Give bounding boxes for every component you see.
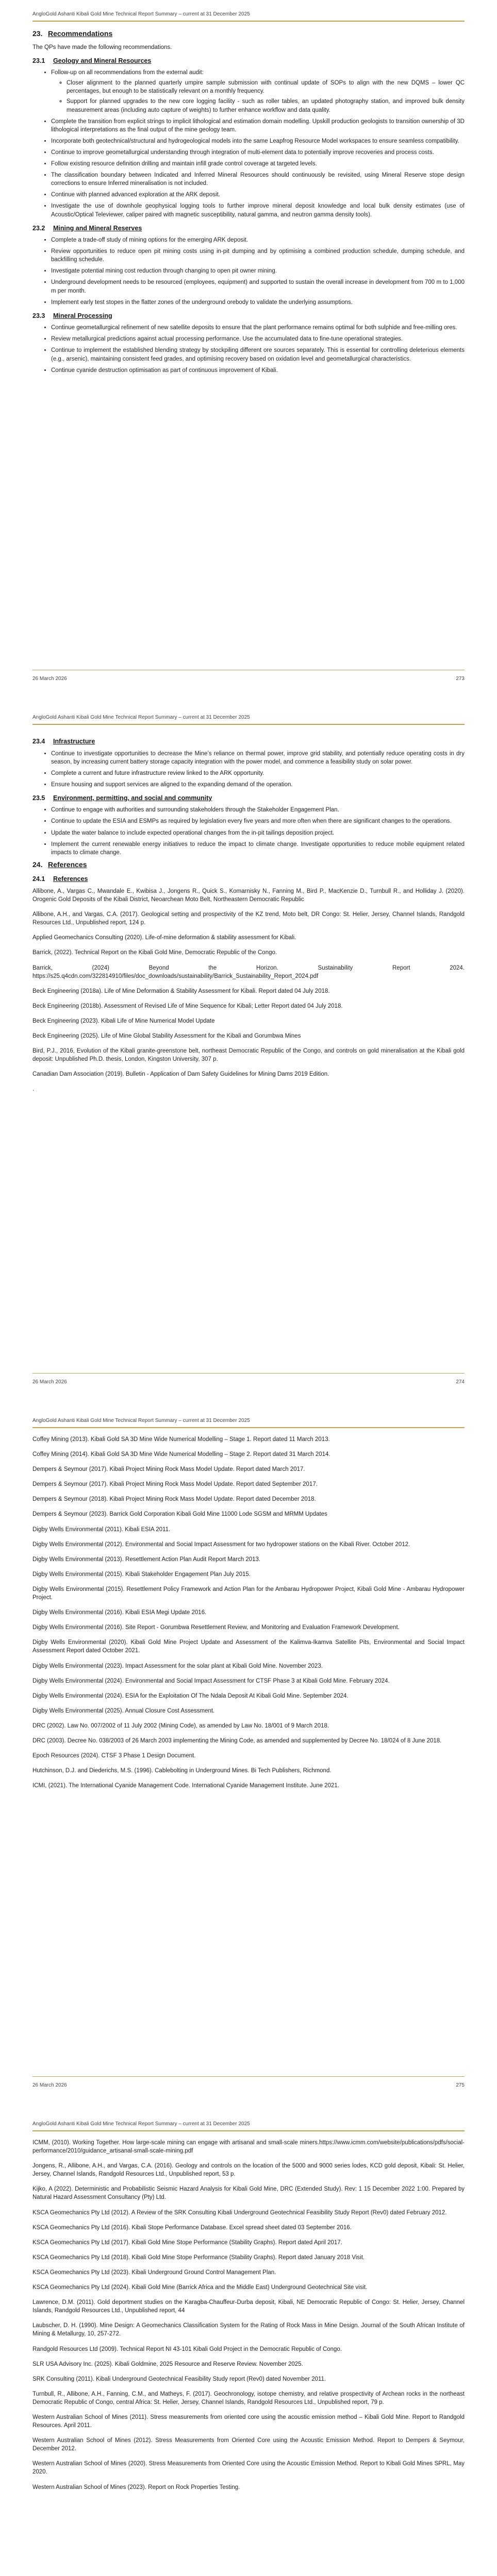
reference-entry: DRC (2002). Law No. 007/2002 of 11 July 2002 (Mining Code), as amended by Law No. 18/001 of 9 March 2018. (32, 1722, 329, 1729)
reference-entry: Western Australian School of Mines (2011). Stress measurements from oriented core using the acoustic emission method – Kibali Gold Mine. Report to Randgold Resources. April 2011. (32, 2414, 465, 2429)
bullet-item (51, 840, 465, 857)
bullet-text: Follow existing resource definition drilling and maintain infill grade control coverage at targeted levels. (51, 161, 317, 167)
reference-entry: Western Australian School of Mines (2012). Stress Measurements from Oriented Core using the Acoustic Emission Method. Report to Dempers & Seymour, December 2012. (32, 2437, 465, 2452)
reference-entry: Dempers & Seymour (2023). Barrick Gold Corporation Kibali Gold Mine 11000 Lode SGSM and MRMM Updates (32, 1511, 327, 1518)
page-footer (32, 676, 465, 682)
reference-entry: Applied Geomechanics Consulting (2020). Life-of-mine deformation & stability assessment for Kibali. (32, 935, 296, 941)
bullet-text: Continue with planned advanced exploration at the ARK deposit. (51, 192, 220, 198)
bullet-text: Complete a current and future infrastructure review linked to the ARK opportunity. (51, 770, 264, 776)
footer-rule (32, 2076, 465, 2077)
reference-entry: Epoch Resources (2024). CTSF 3 Phase 1 Design Document. (32, 1753, 196, 1759)
bullet-item (51, 366, 465, 375)
reference-entry: Digby Wells Environmental (2016). Kibali ESIA Megi Update 2016. (32, 1609, 207, 1616)
heading-title: References (48, 860, 87, 869)
reference-entry: SRK Consulting (2011). Kibali Underground Geotechnical Feasibility Study report (Rev0) dated November 2011. (32, 2376, 326, 2382)
footer-rule (32, 1373, 465, 1374)
bullet-item (51, 171, 465, 188)
bullet-item (51, 117, 465, 134)
bullet-item (51, 247, 465, 264)
reference-entry: Lawrence, D.M. (2011). Gold deportment studies on the Karagba-Chauffeur-Durba deposit, Kibali, NE Democratic Republic of Congo: St. Helier, Jersey, Channel Islands, Randgold Resources Ltd., Unpublished report, 44 (32, 2299, 465, 2314)
bullet-text: Underground development needs to be resourced (employees, equipment) and supported to sustain the overall increase in development from 700 m to 1,000 m per month. (51, 279, 465, 294)
page-footer (32, 1379, 465, 1385)
reference-entry: . (32, 1086, 35, 1093)
page-header: AngloGold Ashanti Kibali Gold Mine Technical Report Summary – current at 31 December 2025 (32, 11, 250, 17)
bullet-text: Implement early test stopes in the flatter zones of the underground orebody to validate the underlying assumptions. (51, 299, 353, 306)
reference-entry: KSCA Geomechanics Pty Ltd (2023). Kibali Underground Ground Control Management Plan. (32, 2269, 276, 2276)
bullet-text: Complete the transition from explicit strings to implicit lithological and estimation domain modelling. Upskill production geologists to transition ownership of 3D lithological interpretations as the final output of the mine geology team. (51, 118, 465, 133)
reference-entry: Digby Wells Environmental (2012). Environmental and Social Impact Assessment for two hydropower stations on the Kibali River. October 2012. (32, 1541, 410, 1548)
bullet-text: Complete a trade-off study of mining options for the emerging ARK deposit. (51, 237, 248, 244)
heading-number: 23.4 (32, 738, 45, 745)
bullet-item (51, 278, 465, 295)
bullet-item (51, 160, 465, 168)
reference-entry: ICMI, (2021). The International Cyanide Management Code. International Cyanide Management Institute. June 2021. (32, 1783, 339, 1789)
footer-date: 26 March 2026 (32, 1379, 67, 1385)
page-footer (32, 2082, 465, 2088)
bullet-text: Incorporate both geotechnical/structural and hydrogeological models into the same Leapfrog Resource Model workspaces to ensure seamless compatibility. (51, 138, 459, 144)
page-header: AngloGold Ashanti Kibali Gold Mine Technical Report Summary – current at 31 December 2025 (32, 1418, 250, 1423)
heading-number: 23.1 (32, 57, 45, 64)
page-body (32, 1435, 465, 1797)
bullet-text: Ensure housing and support services are aligned to the expanding demand of the operation. (51, 781, 293, 788)
bullet-list (32, 750, 465, 789)
footer-date: 26 March 2026 (32, 2082, 67, 2088)
bullet-text: Continue to engage with authorities and surrounding stakeholders through the Stakeholder Engagement Plan. (51, 807, 339, 814)
bullet-list (32, 324, 465, 374)
bullet-text: The classification boundary between Indicated and Inferred Mineral Resources should continuously be revisited, using Mineral Reserve stope design corrections to ensure Inferred mineralisation is not included. (51, 172, 465, 187)
reference-entry: Western Australian School of Mines (2023). Report on Rock Properties Testing. (32, 2484, 240, 2490)
bullet-item (51, 236, 465, 244)
subsection-heading (32, 224, 465, 233)
header-rule (32, 2130, 465, 2131)
reference-entry: Beck Engineering (2025). Life of Mine Global Stability Assessment for the Kibali and Gorumbwa Mines (32, 1032, 301, 1039)
heading-title: References (53, 875, 88, 883)
page-276 (0, 2110, 497, 2576)
reference-entry: Barrick, (2024) Beyond the Horizon. Sustainability Report 2024. https://s25.q4cdn.com/322814910/files/doc_downloads/sustainability/Barrick_Sustainability_Report_2024.pdf (32, 964, 465, 979)
bullet-item (51, 829, 465, 837)
subsection-heading (32, 737, 465, 747)
page-header: AngloGold Ashanti Kibali Gold Mine Technical Report Summary – current at 31 December 2025 (32, 2121, 250, 2127)
reference-entry: Western Australian School of Mines (2020). Stress Measurements from Oriented Core using the Acoustic Emission Method. Report to Kibali Gold Mines SPRL, May 2020. (32, 2461, 465, 2476)
reference-entry: Hutchinson, D.J. and Diederichs, M.S. (1996). Cablebolting in Underground Mines. Bi Tech Publishers, Richmond. (32, 1768, 332, 1774)
reference-entry: Barrick, (2022). Technical Report on the Kibali Gold Mine, Democratic Republic of the Congo. (32, 950, 277, 956)
reference-entry: KSCA Geomechanics Pty Ltd (2024). Kibali Gold Mine (Barrick Africa and the Middle East) Underground Geotechnical Site visit. (32, 2284, 368, 2291)
bullet-item (51, 335, 465, 343)
sub-bullet-list (51, 79, 465, 114)
reference-entry: ICMM, (2010). Working Together. How large-scale mining can engage with artisanal and small-scale miners.https://www.icmm.com/website/publications/pdfs/social-performance/2010/guidance_artisanal-small-scale-mining.pdf (32, 2140, 465, 2155)
page-number: 274 (456, 1379, 465, 1385)
reference-entry: Allibone, A.H., and Vargas, C.A. (2017). Geological setting and prospectivity of the KZ trend, Moto belt, DR Congo: St. Helier, Jersey, Channel Islands, Randgold Resources Ltd., Unpublished report, 124 p. (32, 911, 465, 926)
reference-entry: Digby Wells Environmental (2024). ESIA for the Exploitation Of The Ndala Deposit At Kibali Gold Mine. September 2024. (32, 1692, 349, 1699)
heading-number: 23.3 (32, 312, 45, 319)
bullet-list (32, 806, 465, 856)
bullet-item (51, 806, 465, 814)
bullet-item (51, 298, 465, 307)
bullet-text: Review metallurgical predictions against actual processing performance. Use the accumulated data to fine-tune operational strategies. (51, 336, 403, 343)
footer-date: 26 March 2026 (32, 676, 67, 682)
reference-entry: Bird, P.J., 2016, Evolution of the Kibali granite-greenstone belt, northeast Democratic Republic of the Congo, and controls on gold mineralisation at the Kibali gold deposit: Unpublished Ph.D. thesis, London, Kingston University, 307 p. (32, 1048, 465, 1063)
reference-entry: Digby Wells Environmental (2024). Environmental and Social Impact Assessment for CTSF Phase 3 at Kibali Gold Mine. February 2024. (32, 1677, 390, 1684)
bullet-text: Continue geometallurgical refinement of new satellite deposits to ensure that the plant performance remains optimal for both sulphide and free-milling ores. (51, 325, 457, 331)
bullet-item (51, 324, 465, 332)
reference-entry: Dempers & Seymour (2017). Kibali Project Mining Rock Mass Model Update. Report dated September 2017. (32, 1481, 318, 1488)
reference-entry: Beck Engineering (2018b). Assessment of Revised Life of Mine Sequence for Kibali; Letter Report dated 04 July 2018. (32, 1003, 343, 1009)
bullet-item (51, 750, 465, 766)
heading-title: Mineral Processing (53, 312, 112, 319)
reference-entry: Digby Wells Environmental (2020). Kibali Gold Mine Project Update and Assessment of the Kalimva-Ikamva Satellite Pits, Environmental and Social Impact Assessment Report dated October 2021. (32, 1639, 465, 1654)
subsection-heading (32, 875, 465, 884)
header-rule (32, 21, 465, 22)
reference-entry: Coffey Mining (2013). Kibali Gold SA 3D Mine Wide Numerical Modelling – Stage 1. Report dated 11 March 2013. (32, 1436, 330, 1443)
heading-title: Mining and Mineral Reserves (53, 224, 142, 232)
reference-entry: KSCA Geomechanics Pty Ltd (2018). Kibali Gold Mine Stope Performance (Stability Graphs). Report dated January 2018 Visit. (32, 2254, 365, 2261)
bullet-item (51, 202, 465, 218)
page-body (32, 732, 465, 1100)
heading-number: 23. (32, 29, 43, 38)
sub-bullet-item: ◦ Closer alignment to the planned quarterly umpire sample submission with continual update of SOPs to align with the new DQMS – lower QC percentages, but enough to be statistically relevant on a monthly frequency. (67, 79, 465, 95)
page-275 (0, 1406, 497, 2109)
bullet-text: Implement the current renewable energy initiatives to reduce the impact to climate change. Investigate opportunities to reduce mobile equipment related impacts to climate change. (51, 841, 465, 856)
bullet-item (51, 137, 465, 145)
subsection-heading (32, 312, 465, 321)
page-number: 273 (456, 676, 465, 682)
bullet-text: Continue to investigate opportunities to decrease the Mine’s reliance on thermal power, improve grid stability, and potentially reduce operating costs in dry season, by increasing current battery storage capacity integration with the power model, and commence a feasibility study on solar power. (51, 750, 465, 765)
paragraph: The QPs have made the following recommendations. (32, 44, 172, 50)
heading-number: 23.2 (32, 224, 45, 232)
heading-number: 24.1 (32, 875, 45, 883)
reference-entry: Digby Wells Environmental (2015). Kibali Stakeholder Engagement Plan July 2015. (32, 1571, 251, 1578)
bullet-text: Continue to update the ESIA and ESMPs as required by legislation every five years and more often when there are significant changes to the operations. (51, 818, 452, 825)
reference-entry: Digby Wells Environmental (2016). Site Report - Gorumbwa Resettlement Review, and Monitoring and Evaluation Framework Development. (32, 1624, 400, 1631)
bullet-item (51, 69, 465, 114)
bullet-item (51, 769, 465, 777)
bullet-item (51, 346, 465, 363)
reference-entry: Digby Wells Environmental (2025). Annual Closure Cost Assessment. (32, 1707, 215, 1714)
reference-entry: Laubscher, D. H. (1990). Mine Design: A Geomechanics Classification System for the Rating of Rock Mass in Mine Design. Journal of the South African Institute of Mining & Metallurgy, 10, 257-272. (32, 2323, 465, 2337)
page-body (32, 2139, 465, 2498)
header-rule (32, 724, 465, 725)
reference-entry: Coffey Mining (2014). Kibali Gold SA 3D Mine Wide Numerical Modelling – Stage 2. Report dated 31 March 2014. (32, 1451, 330, 1458)
bullet-text: Investigate potential mining cost reduction through changing to open pit owner mining. (51, 268, 277, 275)
heading-title: Geology and Mineral Resources (53, 57, 152, 64)
reference-entry: Dempers & Seymour (2017). Kibali Project Mining Rock Mass Model Update. Report dated March 2017. (32, 1466, 305, 1473)
reference-entry: Turnbull, R., Allibone, A.H., Fanning, C.M., and Matheys, F. (2017). Geochronology, isotope chemistry, and relative prospectivity of Archean rocks in the northeast Democratic Republic of Congo, central Africa: St. Helier, Jersey, Channel Islands, Randgold Resources Ltd., Unpublished report, 79 p. (32, 2391, 465, 2405)
header-rule (32, 1427, 465, 1428)
section-heading (32, 860, 465, 870)
heading-number: 24. (32, 860, 43, 869)
subsection-heading (32, 57, 465, 66)
reference-entry: Digby Wells Environmental (2011). Kibali ESIA 2011. (32, 1526, 171, 1533)
page-header: AngloGold Ashanti Kibali Gold Mine Technical Report Summary – current at 31 December 2025 (32, 715, 250, 720)
bullet-list (32, 236, 465, 307)
reference-entry: Jongens, R., Allibone, A.H., and Vargas, C.A. (2016). Geology and controls on the location of the 5000 and 9000 series lodes, KCD gold deposit, Kibali: St. Helier, Jersey, Channel Islands, Randgold Resources Ltd., Unpublished report, 53 p. (32, 2163, 465, 2178)
reference-entry: Randgold Resources Ltd (2009). Technical Report NI 43-101 Kibali Gold Project in the Democratic Republic of Congo. (32, 2346, 342, 2352)
reference-entry: KSCA Geomechanics Pty Ltd (2017). Kibali Gold Mine Stope Performance (Stability Graphs). Report dated April 2017. (32, 2239, 342, 2246)
bullet-item (51, 191, 465, 199)
bullet-text: Review opportunities to reduce open pit mining costs using in-pit dumping and by optimising a combined production schedule, dumping schedule, and backfilling schedule. (51, 248, 465, 263)
bullet-list (32, 69, 465, 218)
bullet-item (51, 267, 465, 275)
reference-entry: Beck Engineering (2023). Kibali Life of Mine Numerical Model Update (32, 1018, 215, 1024)
bullet-text: Continue to implement the established blending strategy by stockpiling different ore sources separately. This is essential for controlling deleterious elements (e.g., arsenic), maintaining consistent feed grades, and optimising recovery based on oxidation level and geometallurgical characteristics. (51, 347, 465, 362)
subsection-heading (32, 794, 465, 803)
reference-entry: Kijko, A (2022). Deterministic and Probabilistic Seismic Hazard Analysis for Kibali Gold Mine, DRC (Extended Study). Rev: 1 15 December 2022 1:00. Prepared by Natural Hazard Assessment Consultancy (Pty) Ltd. (32, 2186, 465, 2201)
heading-title: Infrastructure (53, 738, 95, 745)
reference-entry: KSCA Geomechanics Pty Ltd (2012). A Review of the SRK Consulting Kibali Underground Geotechnical Feasibility Study Report (Rev0) dated February 2012. (32, 2209, 447, 2216)
bullet-text: Follow-up on all recommendations from the external audit: (51, 70, 204, 76)
reference-entry: Digby Wells Environmental (2013). Resettlement Action Plan Audit Report March 2013. (32, 1556, 261, 1563)
heading-number: 23.5 (32, 794, 45, 802)
reference-entry: Digby Wells Environmental (2023). Impact Assessment for the solar plant at Kibali Gold Mine. November 2023. (32, 1663, 323, 1669)
bullet-text: Continue to improve geometallurgical understanding through integration of multi-element data to potentially improve recoveries and process costs. (51, 149, 434, 156)
bullet-item (51, 781, 465, 789)
reference-entry: DRC (2003). Decree No. 038/2003 of 26 March 2003 implementing the Mining Code, as amended and supplemented by Decree No. 18/024 of 8 June 2018. (32, 1737, 442, 1744)
bullet-text: Investigate the use of downhole geophysical logging tools to further improve mineral deposit knowledge and local bulk density estimates (use of Acoustic/Optical Televiewer, caliper paired with magnetic susceptibility, natural gamma, and neutron gamma density tools). (51, 203, 465, 218)
page-body (32, 29, 465, 378)
bullet-item (51, 817, 465, 825)
reference-entry: KSCA Geomechanics Pty Ltd (2016). Kibali Stope Performance Database. Excel spread sheet dated 03 September 2016. (32, 2224, 352, 2231)
section-heading (32, 29, 465, 39)
bullet-item (51, 148, 465, 157)
page-number: 275 (456, 2082, 465, 2088)
heading-title: Environment, permitting, and social and community (53, 794, 212, 802)
reference-entry: Dempers & Seymour (2018). Kibali Project Mining Rock Mass Model Update. Report dated December 2018. (32, 1496, 316, 1503)
reference-entry: SLR USA Advisory Inc. (2025). Kibali Goldmine, 2025 Resource and Reserve Review. November 2025. (32, 2361, 303, 2367)
sub-bullet-item: ◦ Support for planned upgrades to the new core logging facility - such as roller tables, an updated photography station, and improved bulk density measurement areas (including auto capture of weights) to further enhance workflow and data quality. (67, 97, 465, 114)
reference-entry: Digby Wells Environmental (2015). Resettlement Policy Framework and Action Plan for the Ambarau Hydropower Project, Kibali Gold Mine - Ambarau Hydropower Project. (32, 1586, 465, 1601)
reference-entry: Beck Engineering (2018a). Life of Mine Deformation & Stability Assessment for Kibali. Report dated 04 July 2018. (32, 988, 330, 994)
bullet-text: Update the water balance to include expected operational changes from the in-pit tailings deposition project. (51, 829, 335, 836)
page-274 (0, 703, 497, 1406)
heading-title: Recommendations (48, 29, 113, 38)
reference-entry: Allibone, A., Vargas C., Mwandale E., Kwibisa J., Jongens R., Quick S., Komarnisky N., Fanning M., Bird P., MacKenzie D., Turnbull R., and Holliday J. (2020). Orogenic Gold Deposits of the Kibali District, Neoarchean Moto Belt, Northeastern Democratic Republic (32, 888, 465, 903)
reference-entry: Canadian Dam Association (2019). Bulletin - Application of Dam Safety Guidelines for Mining Dams 2019 Edition. (32, 1071, 329, 1078)
bullet-text: Continue cyanide destruction optimisation as part of continuous improvement of Kibali. (51, 367, 278, 374)
page-273 (0, 0, 497, 703)
